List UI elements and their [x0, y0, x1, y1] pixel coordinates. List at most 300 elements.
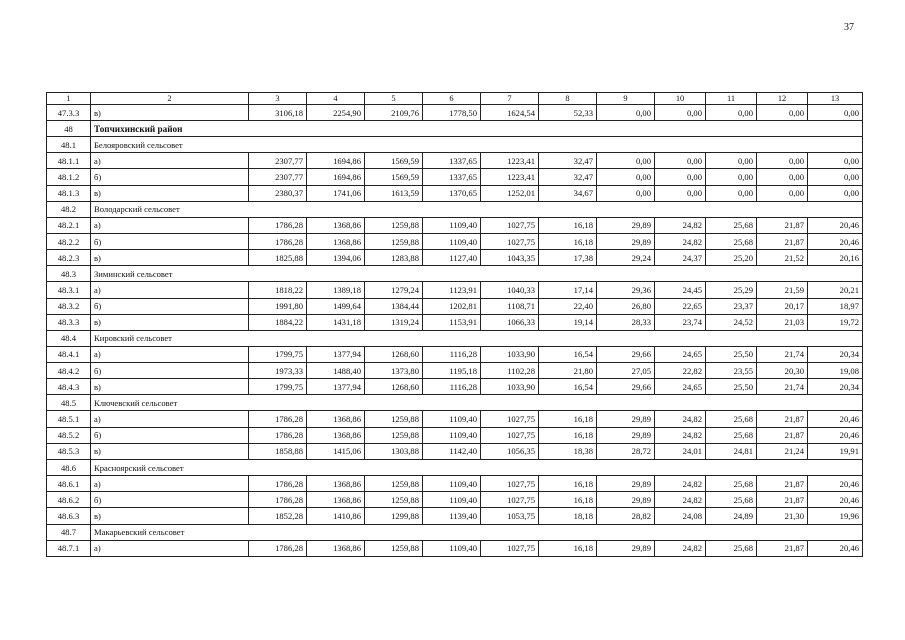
section-row	[47, 137, 863, 153]
value-cell: 29,36	[597, 282, 655, 298]
value-cell: 25,68	[706, 476, 757, 492]
value-cell: 1858,88	[249, 443, 307, 459]
row-variant: а)	[91, 282, 249, 298]
value-cell: 21,87	[757, 427, 808, 443]
value-cell: 1368,86	[307, 217, 365, 233]
row-variant: а)	[91, 476, 249, 492]
value-cell: 1259,88	[365, 217, 423, 233]
value-cell: 1043,35	[481, 250, 539, 266]
value-cell: 16,54	[539, 346, 597, 362]
value-cell: 1279,24	[365, 282, 423, 298]
value-cell: 0,00	[597, 169, 655, 185]
value-cell: 21,87	[757, 540, 808, 556]
value-cell: 0,00	[597, 185, 655, 201]
row-code: 48.7	[47, 524, 91, 540]
value-cell: 1109,40	[423, 492, 481, 508]
column-header: 8	[539, 93, 597, 105]
value-cell: 1259,88	[365, 540, 423, 556]
value-cell: 20,16	[808, 250, 863, 266]
value-cell: 21,30	[757, 508, 808, 524]
value-cell: 29,89	[597, 540, 655, 556]
table-row	[47, 379, 863, 395]
value-cell: 20,46	[808, 233, 863, 249]
value-cell: 1884,22	[249, 314, 307, 330]
value-cell: 24,52	[706, 314, 757, 330]
value-cell: 1109,40	[423, 233, 481, 249]
value-cell: 21,87	[757, 476, 808, 492]
value-cell: 1624,54	[481, 105, 539, 121]
value-cell: 23,37	[706, 298, 757, 314]
value-cell: 21,87	[757, 411, 808, 427]
value-cell: 1499,64	[307, 298, 365, 314]
value-cell: 0,00	[757, 105, 808, 121]
value-cell: 1368,86	[307, 476, 365, 492]
section-title: Зиминский сельсовет	[91, 266, 863, 282]
value-cell: 24,08	[655, 508, 706, 524]
value-cell: 0,00	[808, 169, 863, 185]
row-code: 48.5	[47, 395, 91, 411]
value-cell: 1377,94	[307, 379, 365, 395]
section-row	[47, 460, 863, 476]
row-code: 48.4	[47, 330, 91, 346]
table-row	[47, 169, 863, 185]
value-cell: 1694,86	[307, 153, 365, 169]
value-cell: 32,47	[539, 153, 597, 169]
value-cell: 24,82	[655, 476, 706, 492]
column-header: 13	[808, 93, 863, 105]
value-cell: 1109,40	[423, 411, 481, 427]
row-code: 48.2.3	[47, 250, 91, 266]
column-header: 7	[481, 93, 539, 105]
value-cell: 1040,33	[481, 282, 539, 298]
value-cell: 0,00	[808, 105, 863, 121]
row-variant: в)	[91, 314, 249, 330]
value-cell: 1377,94	[307, 346, 365, 362]
value-cell: 1299,88	[365, 508, 423, 524]
table-row	[47, 233, 863, 249]
value-cell: 29,66	[597, 379, 655, 395]
row-variant: а)	[91, 346, 249, 362]
row-variant: в)	[91, 185, 249, 201]
value-cell: 1818,22	[249, 282, 307, 298]
value-cell: 20,46	[808, 476, 863, 492]
value-cell: 20,17	[757, 298, 808, 314]
value-cell: 24,82	[655, 540, 706, 556]
value-cell: 1825,88	[249, 250, 307, 266]
value-cell: 1153,91	[423, 314, 481, 330]
value-cell: 1741,06	[307, 185, 365, 201]
value-cell: 19,96	[808, 508, 863, 524]
value-cell: 1116,28	[423, 379, 481, 395]
value-cell: 1102,28	[481, 363, 539, 379]
value-cell: 0,00	[655, 153, 706, 169]
value-cell: 1027,75	[481, 540, 539, 556]
row-code: 48.2	[47, 201, 91, 217]
value-cell: 1991,80	[249, 298, 307, 314]
section-title: Кировский сельсовет	[91, 330, 863, 346]
value-cell: 24,01	[655, 443, 706, 459]
value-cell: 21,74	[757, 346, 808, 362]
table-row	[47, 153, 863, 169]
value-cell: 0,00	[655, 169, 706, 185]
row-variant: б)	[91, 427, 249, 443]
column-header: 11	[706, 93, 757, 105]
value-cell: 1259,88	[365, 427, 423, 443]
value-cell: 1116,28	[423, 346, 481, 362]
value-cell: 23,74	[655, 314, 706, 330]
value-cell: 1368,86	[307, 540, 365, 556]
section-row	[47, 524, 863, 540]
value-cell: 29,89	[597, 427, 655, 443]
value-cell: 18,97	[808, 298, 863, 314]
value-cell: 32,47	[539, 169, 597, 185]
value-cell: 1786,28	[249, 217, 307, 233]
value-cell: 1319,24	[365, 314, 423, 330]
value-cell: 25,68	[706, 540, 757, 556]
value-cell: 25,68	[706, 411, 757, 427]
value-cell: 1123,91	[423, 282, 481, 298]
section-title: Белояровский сельсовет	[91, 137, 863, 153]
value-cell: 1202,81	[423, 298, 481, 314]
section-row	[47, 330, 863, 346]
value-cell: 19,08	[808, 363, 863, 379]
value-cell: 24,65	[655, 379, 706, 395]
value-cell: 1283,88	[365, 250, 423, 266]
row-code: 48.6.1	[47, 476, 91, 492]
value-cell: 1415,06	[307, 443, 365, 459]
row-variant: б)	[91, 492, 249, 508]
table-row	[47, 217, 863, 233]
row-variant: в)	[91, 250, 249, 266]
value-cell: 28,72	[597, 443, 655, 459]
value-cell: 1127,40	[423, 250, 481, 266]
value-cell: 20,46	[808, 411, 863, 427]
value-cell: 0,00	[757, 185, 808, 201]
value-cell: 1027,75	[481, 492, 539, 508]
row-code: 48.2.2	[47, 233, 91, 249]
value-cell: 20,34	[808, 379, 863, 395]
value-cell: 1195,18	[423, 363, 481, 379]
section-row	[47, 266, 863, 282]
table-row	[47, 298, 863, 314]
row-code: 47.3.3	[47, 105, 91, 121]
row-code: 48.3.2	[47, 298, 91, 314]
value-cell: 1786,28	[249, 427, 307, 443]
value-cell: 1108,71	[481, 298, 539, 314]
value-cell: 20,46	[808, 492, 863, 508]
value-cell: 1368,86	[307, 411, 365, 427]
value-cell: 1109,40	[423, 217, 481, 233]
table-row	[47, 427, 863, 443]
value-cell: 1384,44	[365, 298, 423, 314]
value-cell: 1368,86	[307, 427, 365, 443]
value-cell: 1973,33	[249, 363, 307, 379]
value-cell: 1027,75	[481, 217, 539, 233]
value-cell: 17,14	[539, 282, 597, 298]
value-cell: 21,87	[757, 492, 808, 508]
value-cell: 16,18	[539, 411, 597, 427]
column-header: 9	[597, 93, 655, 105]
value-cell: 1389,18	[307, 282, 365, 298]
value-cell: 1778,50	[423, 105, 481, 121]
value-cell: 24,65	[655, 346, 706, 362]
value-cell: 29,89	[597, 217, 655, 233]
value-cell: 1109,40	[423, 540, 481, 556]
value-cell: 1066,33	[481, 314, 539, 330]
value-cell: 1410,86	[307, 508, 365, 524]
table-row	[47, 476, 863, 492]
value-cell: 23,55	[706, 363, 757, 379]
value-cell: 25,68	[706, 492, 757, 508]
value-cell: 1786,28	[249, 540, 307, 556]
table-row	[47, 185, 863, 201]
value-cell: 24,82	[655, 411, 706, 427]
column-header: 4	[307, 93, 365, 105]
value-cell: 0,00	[706, 105, 757, 121]
row-variant: а)	[91, 411, 249, 427]
value-cell: 1373,80	[365, 363, 423, 379]
value-cell: 0,00	[706, 169, 757, 185]
row-variant: а)	[91, 217, 249, 233]
value-cell: 20,21	[808, 282, 863, 298]
value-cell: 0,00	[706, 153, 757, 169]
value-cell: 1223,41	[481, 153, 539, 169]
value-cell: 29,89	[597, 233, 655, 249]
table-row	[47, 346, 863, 362]
row-code: 48.6.3	[47, 508, 91, 524]
value-cell: 3106,18	[249, 105, 307, 121]
value-cell: 0,00	[757, 153, 808, 169]
row-code: 48.6	[47, 460, 91, 476]
row-code: 48.5.3	[47, 443, 91, 459]
value-cell: 0,00	[597, 153, 655, 169]
table-row	[47, 411, 863, 427]
value-cell: 28,33	[597, 314, 655, 330]
value-cell: 24,81	[706, 443, 757, 459]
value-cell: 1027,75	[481, 411, 539, 427]
row-variant: в)	[91, 443, 249, 459]
table-row	[47, 105, 863, 121]
column-header: 6	[423, 93, 481, 105]
section-title: Топчихинский район	[91, 121, 863, 137]
value-cell: 20,30	[757, 363, 808, 379]
value-cell: 16,18	[539, 476, 597, 492]
row-code: 48.3.1	[47, 282, 91, 298]
value-cell: 1053,75	[481, 508, 539, 524]
value-cell: 1569,59	[365, 153, 423, 169]
value-cell: 25,68	[706, 427, 757, 443]
value-cell: 16,18	[539, 540, 597, 556]
value-cell: 22,40	[539, 298, 597, 314]
table-row	[47, 492, 863, 508]
value-cell: 24,82	[655, 217, 706, 233]
value-cell: 25,29	[706, 282, 757, 298]
row-code: 48.3.3	[47, 314, 91, 330]
value-cell: 16,18	[539, 217, 597, 233]
value-cell: 21,59	[757, 282, 808, 298]
value-cell: 1259,88	[365, 492, 423, 508]
row-variant: в)	[91, 105, 249, 121]
row-code: 48.4.1	[47, 346, 91, 362]
value-cell: 29,24	[597, 250, 655, 266]
row-variant: б)	[91, 363, 249, 379]
value-cell: 1259,88	[365, 411, 423, 427]
value-cell: 1268,60	[365, 346, 423, 362]
value-cell: 29,89	[597, 411, 655, 427]
value-cell: 21,87	[757, 233, 808, 249]
table-row	[47, 363, 863, 379]
value-cell: 1370,65	[423, 185, 481, 201]
value-cell: 2307,77	[249, 169, 307, 185]
value-cell: 29,66	[597, 346, 655, 362]
value-cell: 1268,60	[365, 379, 423, 395]
value-cell: 0,00	[808, 185, 863, 201]
value-cell: 24,82	[655, 492, 706, 508]
value-cell: 25,50	[706, 346, 757, 362]
row-variant: б)	[91, 298, 249, 314]
table-row	[47, 508, 863, 524]
section-row	[47, 201, 863, 217]
value-cell: 1786,28	[249, 492, 307, 508]
value-cell: 2380,37	[249, 185, 307, 201]
value-cell: 19,72	[808, 314, 863, 330]
column-header: 5	[365, 93, 423, 105]
value-cell: 1786,28	[249, 476, 307, 492]
value-cell: 0,00	[808, 153, 863, 169]
row-code: 48.3	[47, 266, 91, 282]
column-header: 12	[757, 93, 808, 105]
value-cell: 1431,18	[307, 314, 365, 330]
value-cell: 1694,86	[307, 169, 365, 185]
value-cell: 25,50	[706, 379, 757, 395]
value-cell: 2254,90	[307, 105, 365, 121]
value-cell: 20,46	[808, 540, 863, 556]
row-variant: б)	[91, 233, 249, 249]
row-variant: в)	[91, 379, 249, 395]
section-row	[47, 121, 863, 137]
value-cell: 34,67	[539, 185, 597, 201]
value-cell: 24,82	[655, 233, 706, 249]
section-title: Володарский сельсовет	[91, 201, 863, 217]
value-cell: 2307,77	[249, 153, 307, 169]
table-body	[47, 105, 863, 557]
value-cell: 25,68	[706, 217, 757, 233]
value-cell: 25,68	[706, 233, 757, 249]
value-cell: 52,33	[539, 105, 597, 121]
value-cell: 1109,40	[423, 427, 481, 443]
value-cell: 1027,75	[481, 476, 539, 492]
value-cell: 1033,90	[481, 379, 539, 395]
row-code: 48.7.1	[47, 540, 91, 556]
value-cell: 17,38	[539, 250, 597, 266]
header-row	[47, 93, 863, 105]
value-cell: 18,18	[539, 508, 597, 524]
value-cell: 1368,86	[307, 233, 365, 249]
value-cell: 1223,41	[481, 169, 539, 185]
value-cell: 1142,40	[423, 443, 481, 459]
value-cell: 21,52	[757, 250, 808, 266]
table-row	[47, 314, 863, 330]
value-cell: 0,00	[706, 185, 757, 201]
value-cell: 1786,28	[249, 411, 307, 427]
value-cell: 16,54	[539, 379, 597, 395]
row-variant: в)	[91, 508, 249, 524]
value-cell: 20,34	[808, 346, 863, 362]
table-row	[47, 250, 863, 266]
value-cell: 25,20	[706, 250, 757, 266]
row-code: 48.4.2	[47, 363, 91, 379]
value-cell: 0,00	[655, 185, 706, 201]
value-cell: 1337,65	[423, 169, 481, 185]
value-cell: 19,14	[539, 314, 597, 330]
value-cell: 22,65	[655, 298, 706, 314]
row-variant: б)	[91, 169, 249, 185]
tariff-table	[46, 92, 863, 557]
value-cell: 1786,28	[249, 233, 307, 249]
value-cell: 21,03	[757, 314, 808, 330]
section-row	[47, 395, 863, 411]
section-title: Макарьевский сельсовет	[91, 524, 863, 540]
column-header: 10	[655, 93, 706, 105]
value-cell: 28,82	[597, 508, 655, 524]
value-cell: 1109,40	[423, 476, 481, 492]
row-code: 48.1.3	[47, 185, 91, 201]
value-cell: 27,05	[597, 363, 655, 379]
value-cell: 1613,59	[365, 185, 423, 201]
value-cell: 1259,88	[365, 476, 423, 492]
value-cell: 1799,75	[249, 379, 307, 395]
value-cell: 1027,75	[481, 233, 539, 249]
table-row	[47, 282, 863, 298]
value-cell: 1033,90	[481, 346, 539, 362]
column-header: 1	[47, 93, 91, 105]
value-cell: 1259,88	[365, 233, 423, 249]
table-header	[47, 93, 863, 105]
row-variant: а)	[91, 153, 249, 169]
row-code: 48.2.1	[47, 217, 91, 233]
value-cell: 1488,40	[307, 363, 365, 379]
row-code: 48.1.2	[47, 169, 91, 185]
value-cell: 24,89	[706, 508, 757, 524]
value-cell: 20,46	[808, 427, 863, 443]
value-cell: 20,46	[808, 217, 863, 233]
value-cell: 1569,59	[365, 169, 423, 185]
row-code: 48.4.3	[47, 379, 91, 395]
value-cell: 1394,06	[307, 250, 365, 266]
row-code: 48.1	[47, 137, 91, 153]
value-cell: 29,89	[597, 492, 655, 508]
value-cell: 26,80	[597, 298, 655, 314]
value-cell: 2109,76	[365, 105, 423, 121]
row-code: 48.1.1	[47, 153, 91, 169]
value-cell: 24,37	[655, 250, 706, 266]
row-code: 48.6.2	[47, 492, 91, 508]
value-cell: 19,91	[808, 443, 863, 459]
value-cell: 21,87	[757, 217, 808, 233]
value-cell: 1056,35	[481, 443, 539, 459]
value-cell: 29,89	[597, 476, 655, 492]
value-cell: 21,24	[757, 443, 808, 459]
value-cell: 21,80	[539, 363, 597, 379]
value-cell: 1337,65	[423, 153, 481, 169]
value-cell: 1139,40	[423, 508, 481, 524]
value-cell: 1852,28	[249, 508, 307, 524]
page-number: 37	[844, 22, 854, 33]
value-cell: 18,38	[539, 443, 597, 459]
row-code: 48	[47, 121, 91, 137]
value-cell: 21,74	[757, 379, 808, 395]
value-cell: 0,00	[757, 169, 808, 185]
